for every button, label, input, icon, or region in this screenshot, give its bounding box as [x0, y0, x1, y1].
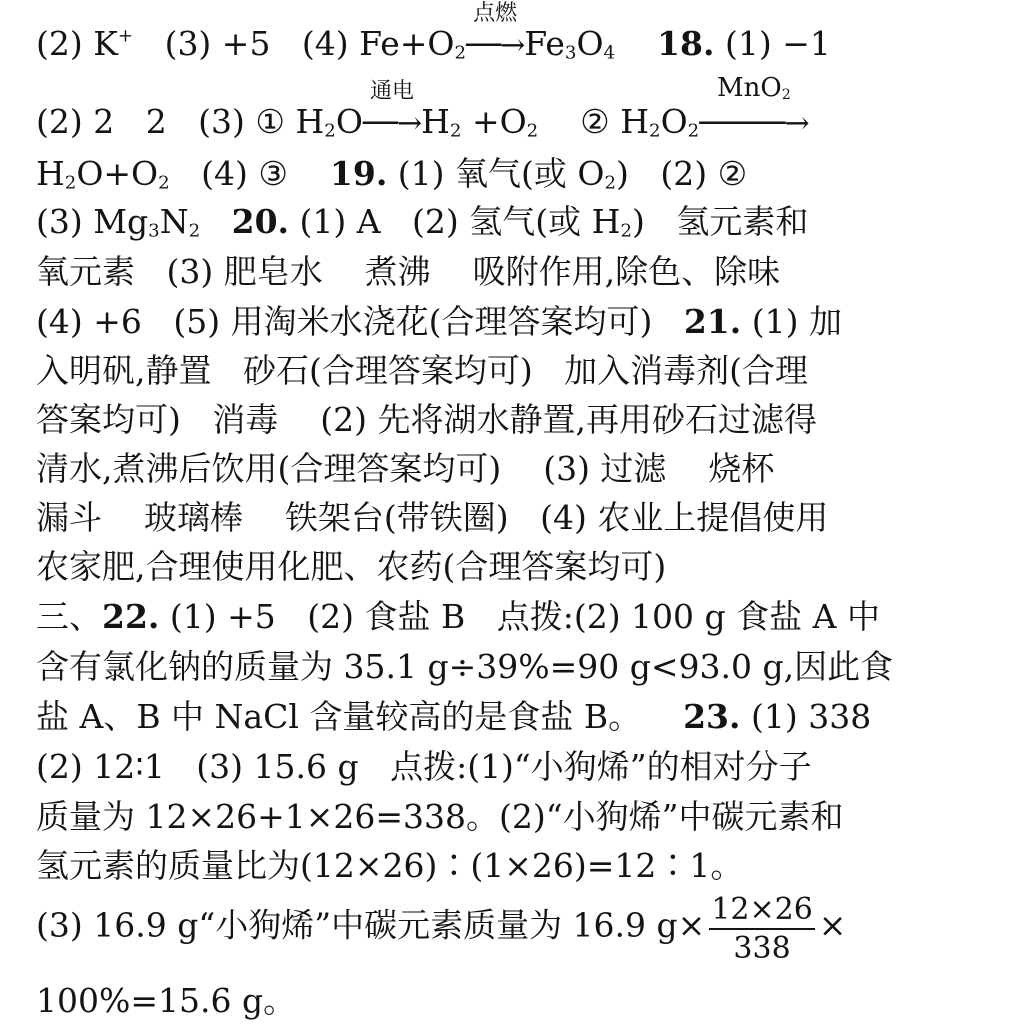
superscript: +: [117, 25, 134, 47]
reaction-arrow: [362, 79, 422, 141]
text-line-9: 清水,煮沸后饮用(合理答案均可) (3) 过滤 烧杯: [36, 449, 775, 488]
reaction-condition: 点燃: [473, 1, 518, 26]
text-run: (1) −1: [714, 24, 831, 63]
subscript: 2: [449, 120, 462, 142]
text-run: (1) 加: [741, 302, 842, 341]
text-run: H: [36, 154, 65, 193]
fraction-denominator: 338: [733, 931, 791, 966]
reaction-arrow: [699, 73, 809, 141]
text-line-18: [36, 892, 976, 966]
text-run: (1) +5 (2) 食盐 B 点拨:(2) 100 g 食盐 A 中: [159, 597, 880, 636]
subscript: 2: [64, 172, 77, 194]
text-line-3: [36, 148, 976, 200]
text-line-4: [36, 196, 976, 248]
subscript: 2: [781, 86, 791, 103]
text-run: [615, 24, 657, 63]
text-run: ) 氢元素和: [631, 202, 809, 241]
text-run: (2) K: [36, 24, 118, 63]
subscript: 2: [158, 172, 170, 194]
subscript: 2: [324, 120, 336, 142]
arrow-glyph: ──→: [362, 106, 422, 141]
text-run: (1) 氧气(或 O: [387, 154, 605, 193]
text-run: (3) 16.9 g“小狗烯”中碳元素质量为 16.9 g×: [36, 905, 706, 945]
fraction: [709, 892, 814, 966]
subscript: 2: [649, 120, 661, 142]
text-run: (1) 338: [740, 697, 872, 736]
text-line-15: (2) 12∶1 (3) 15.6 g 点拨:(1)“小狗烯”的相对分子: [36, 747, 812, 786]
reaction-arrow: [466, 1, 525, 63]
text-run: (4) ③: [169, 154, 330, 193]
subscript: 4: [603, 42, 616, 64]
subscript: 2: [526, 120, 539, 142]
question-number: 19.: [329, 154, 388, 193]
text-line-16: 质量为 12×26+1×26=338。(2)“小狗烯”中碳元素和: [36, 797, 844, 836]
text-run: ② H: [538, 102, 650, 141]
text-line-13: 含有氯化钠的质量为 35.1 g÷39%=90 g<93.0 g,因此食: [36, 647, 894, 686]
text-line-10: 漏斗 玻璃棒 铁架台(带铁圈) (4) 农业上提倡使用: [36, 498, 829, 537]
text-run: O: [660, 102, 688, 141]
text-run: [200, 202, 231, 241]
text-line-14: [36, 691, 976, 743]
text-run: (3) Mg: [36, 202, 149, 241]
subscript: 3: [148, 220, 160, 242]
question-number: 18.: [657, 24, 715, 63]
text-line-19: 100%=15.6 g。: [36, 981, 297, 1020]
reaction-condition: 通电: [370, 79, 415, 104]
text-line-11: 农家肥,合理使用化肥、农药(合理答案均可): [36, 547, 667, 586]
text-run: O: [576, 24, 604, 63]
question-number: 23.: [683, 697, 741, 736]
reaction-condition: [699, 75, 808, 101]
subscript: 2: [188, 220, 201, 242]
subscript: 2: [620, 220, 632, 242]
text-run: ×: [818, 905, 847, 945]
subscript: 2: [687, 120, 700, 142]
subscript: 2: [454, 42, 467, 64]
text-run: O: [335, 102, 363, 141]
text-run: +O: [461, 102, 527, 141]
text-line-2: [36, 73, 976, 148]
text-run: (4) +6 (5) 用淘米水浇花(合理答案均可): [36, 302, 684, 341]
section-marker: 三、: [36, 597, 102, 636]
text-line-7: 入明矾,静置 砂石(合理答案均可) 加入消毒剂(合理: [36, 351, 809, 390]
text-run: N: [159, 202, 189, 241]
text-line-6: [36, 296, 976, 348]
text-line-12: [36, 591, 976, 643]
text-run: H: [421, 102, 450, 141]
text-line-8: 答案均可) 消毒 (2) 先将湖水静置,再用砂石过滤得: [36, 400, 818, 439]
catalyst-text: MnO: [717, 73, 782, 103]
text-line-5: 氧元素 (3) 肥皂水 煮沸 吸附作用,除色、除味: [36, 252, 781, 291]
arrow-glyph: ─────→: [699, 106, 809, 141]
text-line-1: [36, 1, 976, 70]
text-line-17: 氢元素的质量比为(12×26)∶(1×26)=12∶1。: [36, 846, 744, 885]
subscript: 3: [564, 42, 577, 64]
question-number: 20.: [231, 202, 290, 241]
text-run: (2) 2 2 (3) ① H: [36, 102, 325, 141]
question-number: 22.: [102, 597, 160, 636]
text-run: (1) A (2) 氢气(或 H: [289, 202, 621, 241]
fraction-numerator: 12×26: [709, 895, 814, 930]
text-run: ) (2) ②: [616, 154, 748, 193]
text-run: O+O: [76, 154, 159, 193]
text-run: Fe: [524, 24, 565, 63]
text-run: (3) +5 (4) Fe+O: [133, 24, 455, 63]
subscript: 2: [604, 172, 617, 194]
text-run: 盐 A、B 中 NaCl 含量较高的是食盐 B。: [36, 697, 684, 736]
arrow-glyph: ──→: [466, 28, 525, 63]
question-number: 21.: [683, 302, 742, 341]
